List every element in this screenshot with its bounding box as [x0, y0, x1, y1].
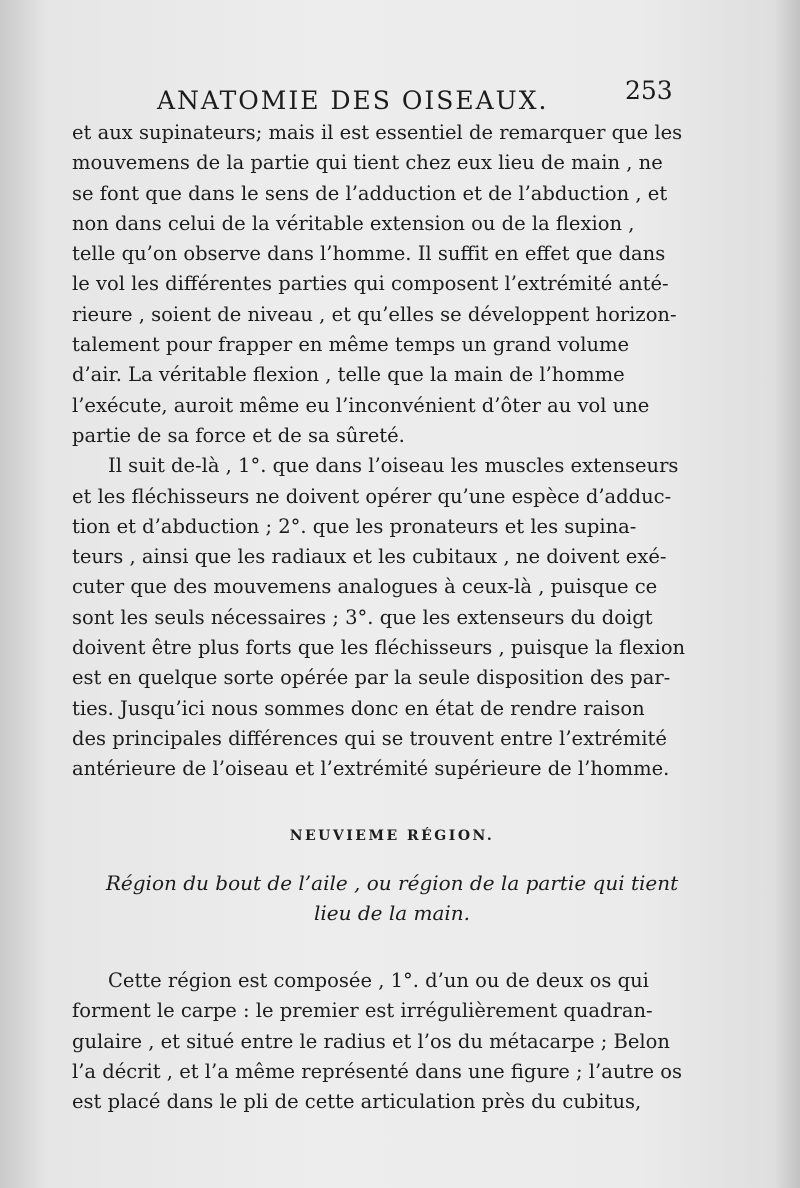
text-line: est en quelque sorte opérée par la seule disposition des par-: [72, 666, 671, 690]
text-line: doivent être plus forts que les fléchisseurs , puisque la flexion: [72, 636, 686, 660]
text-line: non dans celui de la véritable extension ou de la flexion ,: [72, 211, 635, 235]
text-line: et les fléchisseurs ne doivent opérer qu’une espèce d’adduc-: [72, 484, 672, 508]
text-line: rieure , soient de niveau , et qu’elles se développent horizon-: [72, 302, 677, 326]
section-title: [72, 868, 712, 928]
body-text: [72, 118, 712, 785]
section-title-line: lieu de la main.: [313, 901, 471, 925]
page-edge-shadow: [774, 0, 800, 1188]
section-heading: NEUVIEME RÉGION.: [289, 828, 495, 844]
text-line: Il suit de-là , 1°. que dans l’oiseau les muscles extenseurs: [108, 454, 679, 478]
running-title: ANATOMIE DES OISEAUX.: [157, 86, 549, 115]
page-number: 253: [625, 76, 673, 105]
text-line: forment le carpe : le premier est irrégulièrement quadran-: [72, 999, 653, 1023]
text-line: est placé dans le pli de cette articulation près du cubitus,: [72, 1090, 642, 1114]
text-line: cuter que des mouvemens analogues à ceux-là , puisque ce: [72, 575, 658, 599]
text-line: Cette région est composée , 1°. d’un ou de deux os qui: [108, 969, 649, 992]
text-line: telle qu’on observe dans l’homme. Il suffit en effet que dans: [72, 242, 666, 266]
text-line: tion et d’abduction ; 2°. que les pronateurs et les supina-: [72, 514, 637, 538]
text-line: d’air. La véritable flexion , telle que la main de l’homme: [72, 363, 625, 387]
text-line: et aux supinateurs; mais il est essentiel de remarquer que les: [72, 121, 683, 144]
paragraph-3: [72, 966, 712, 1117]
text-line: partie de sa force et de sa sûreté.: [72, 423, 405, 447]
text-line: l’a décrit , et l’a même représenté dans une figure ; l’autre os: [72, 1059, 683, 1083]
text-line: le vol les différentes parties qui composent l’extrémité anté-: [72, 272, 669, 296]
text-line: des principales différences qui se trouvent entre l’extrémité: [72, 726, 667, 750]
text-line: mouvemens de la partie qui tient chez eux lieu de main , ne: [72, 151, 663, 175]
text-line: se font que dans le sens de l’adduction et de l’abduction , et: [72, 181, 668, 205]
text-line: ties. Jusqu’ici nous sommes donc en état de rendre raison: [72, 696, 645, 720]
text-line: l’exécute, auroit même eu l’inconvénient d’ôter au vol une: [72, 393, 650, 417]
text-line: gulaire , et situé entre le radius et l’os du métacarpe ; Belon: [72, 1029, 670, 1053]
paragraph-2: [72, 451, 712, 784]
text-line: sont les seuls nécessaires ; 3°. que les extenseurs du doigt: [72, 605, 653, 629]
section-title-line: Région du bout de l’aile , ou région de la partie qui tient: [105, 871, 679, 895]
page-header: [95, 76, 695, 116]
paragraph-1: [72, 118, 712, 451]
text-line: antérieure de l’oiseau et l’extrémité supérieure de l’homme.: [72, 757, 670, 781]
text-line: talement pour frapper en même temps un grand volume: [72, 333, 630, 357]
text-line: teurs , ainsi que les radiaux et les cubitaux , ne doivent exé-: [72, 545, 667, 569]
